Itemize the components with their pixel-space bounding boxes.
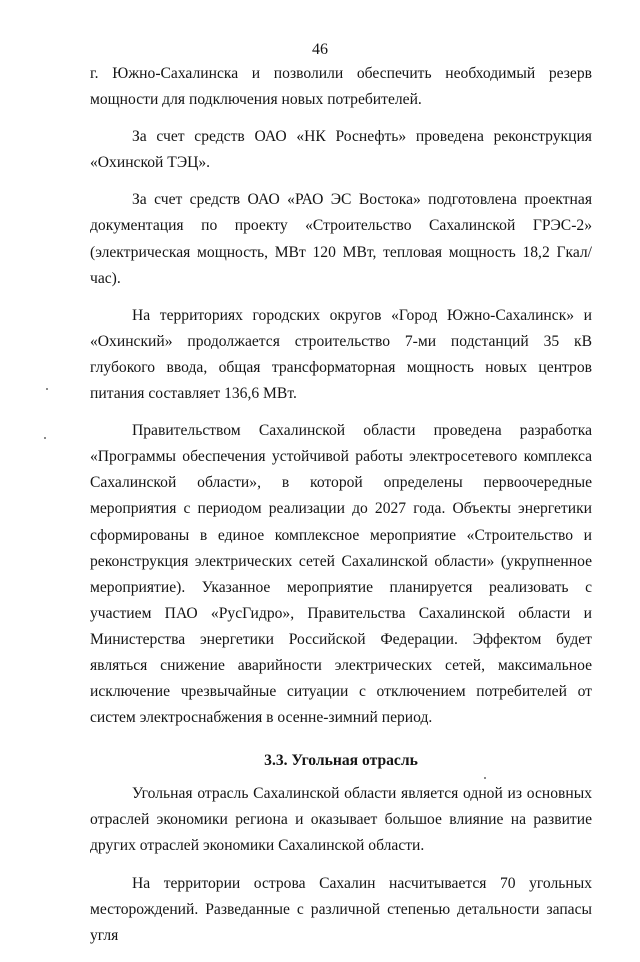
paragraph-tec-reconstruction: За счет средств ОАО «НК Роснефть» проведена реконструкция «Охинской ТЭЦ». [90,128,592,172]
scan-speck [484,777,486,779]
paragraph-coal-industry: Угольная отрасль Сахалинской области является одной из основных отраслей экономики региона и оказывает большое влияние на развитие других отраслей экономики Сахалинской области. [90,785,592,855]
section-heading: 3.3. Угольная отрасль [264,752,418,770]
paragraph-government-program: Правительством Сахалинской области проведена разработка «Программы обеспечения устойчивой работы электросетевого комплекса Сахалинской области», в которой определены первоочередные мероприятия с периодом реализации до 2027 года. Объекты энергетики сформированы в единое комплексное мероприятие «Строительство и реконструкция электрических сетей Сахалинской области» (укрупненное мероприятие). Указанное мероприятие планируется реализовать с участием ПАО «РусГидро», Правительства Сахалинской области и Министерства энергетики Российской Федерации. Эффектом будет являться снижение аварийности электрических сетей, максимальное исключение чрезвычайные ситуации с отключением потребителей от систем электроснабжения в осенне-зимний период. [90,422,592,727]
scan-speck [46,388,48,390]
paragraph-gres-2-documentation: За счет средств ОАО «РАО ЭС Востока» подготовлена проектная документация по проекту «Строительство Сахалинской ГРЭС-2» (электрическая мощность, МВт 120 МВт, тепловая мощность 18,2 Гкал/час). [90,191,592,287]
page-number: 46 [312,41,328,58]
paragraph-coal-deposits: На территории острова Сахалин насчитывается 70 угольных месторождений. Разведанные с различной степенью детальности запасы угля [90,874,592,944]
scan-speck [44,437,46,439]
paragraph-substations: На территориях городских округов «Город Южно-Сахалинск» и «Охинский» продолжается строительство 7-ми подстанций 35 кВ глубокого ввода, общая трансформаторная мощность новых центров питания составляет 136,6 МВт. [90,306,592,403]
paragraph-continuation: г. Южно-Сахалинска и позволили обеспечить необходимый резерв мощности для подключения новых потребителей. [90,65,592,109]
body-text [90,61,592,962]
